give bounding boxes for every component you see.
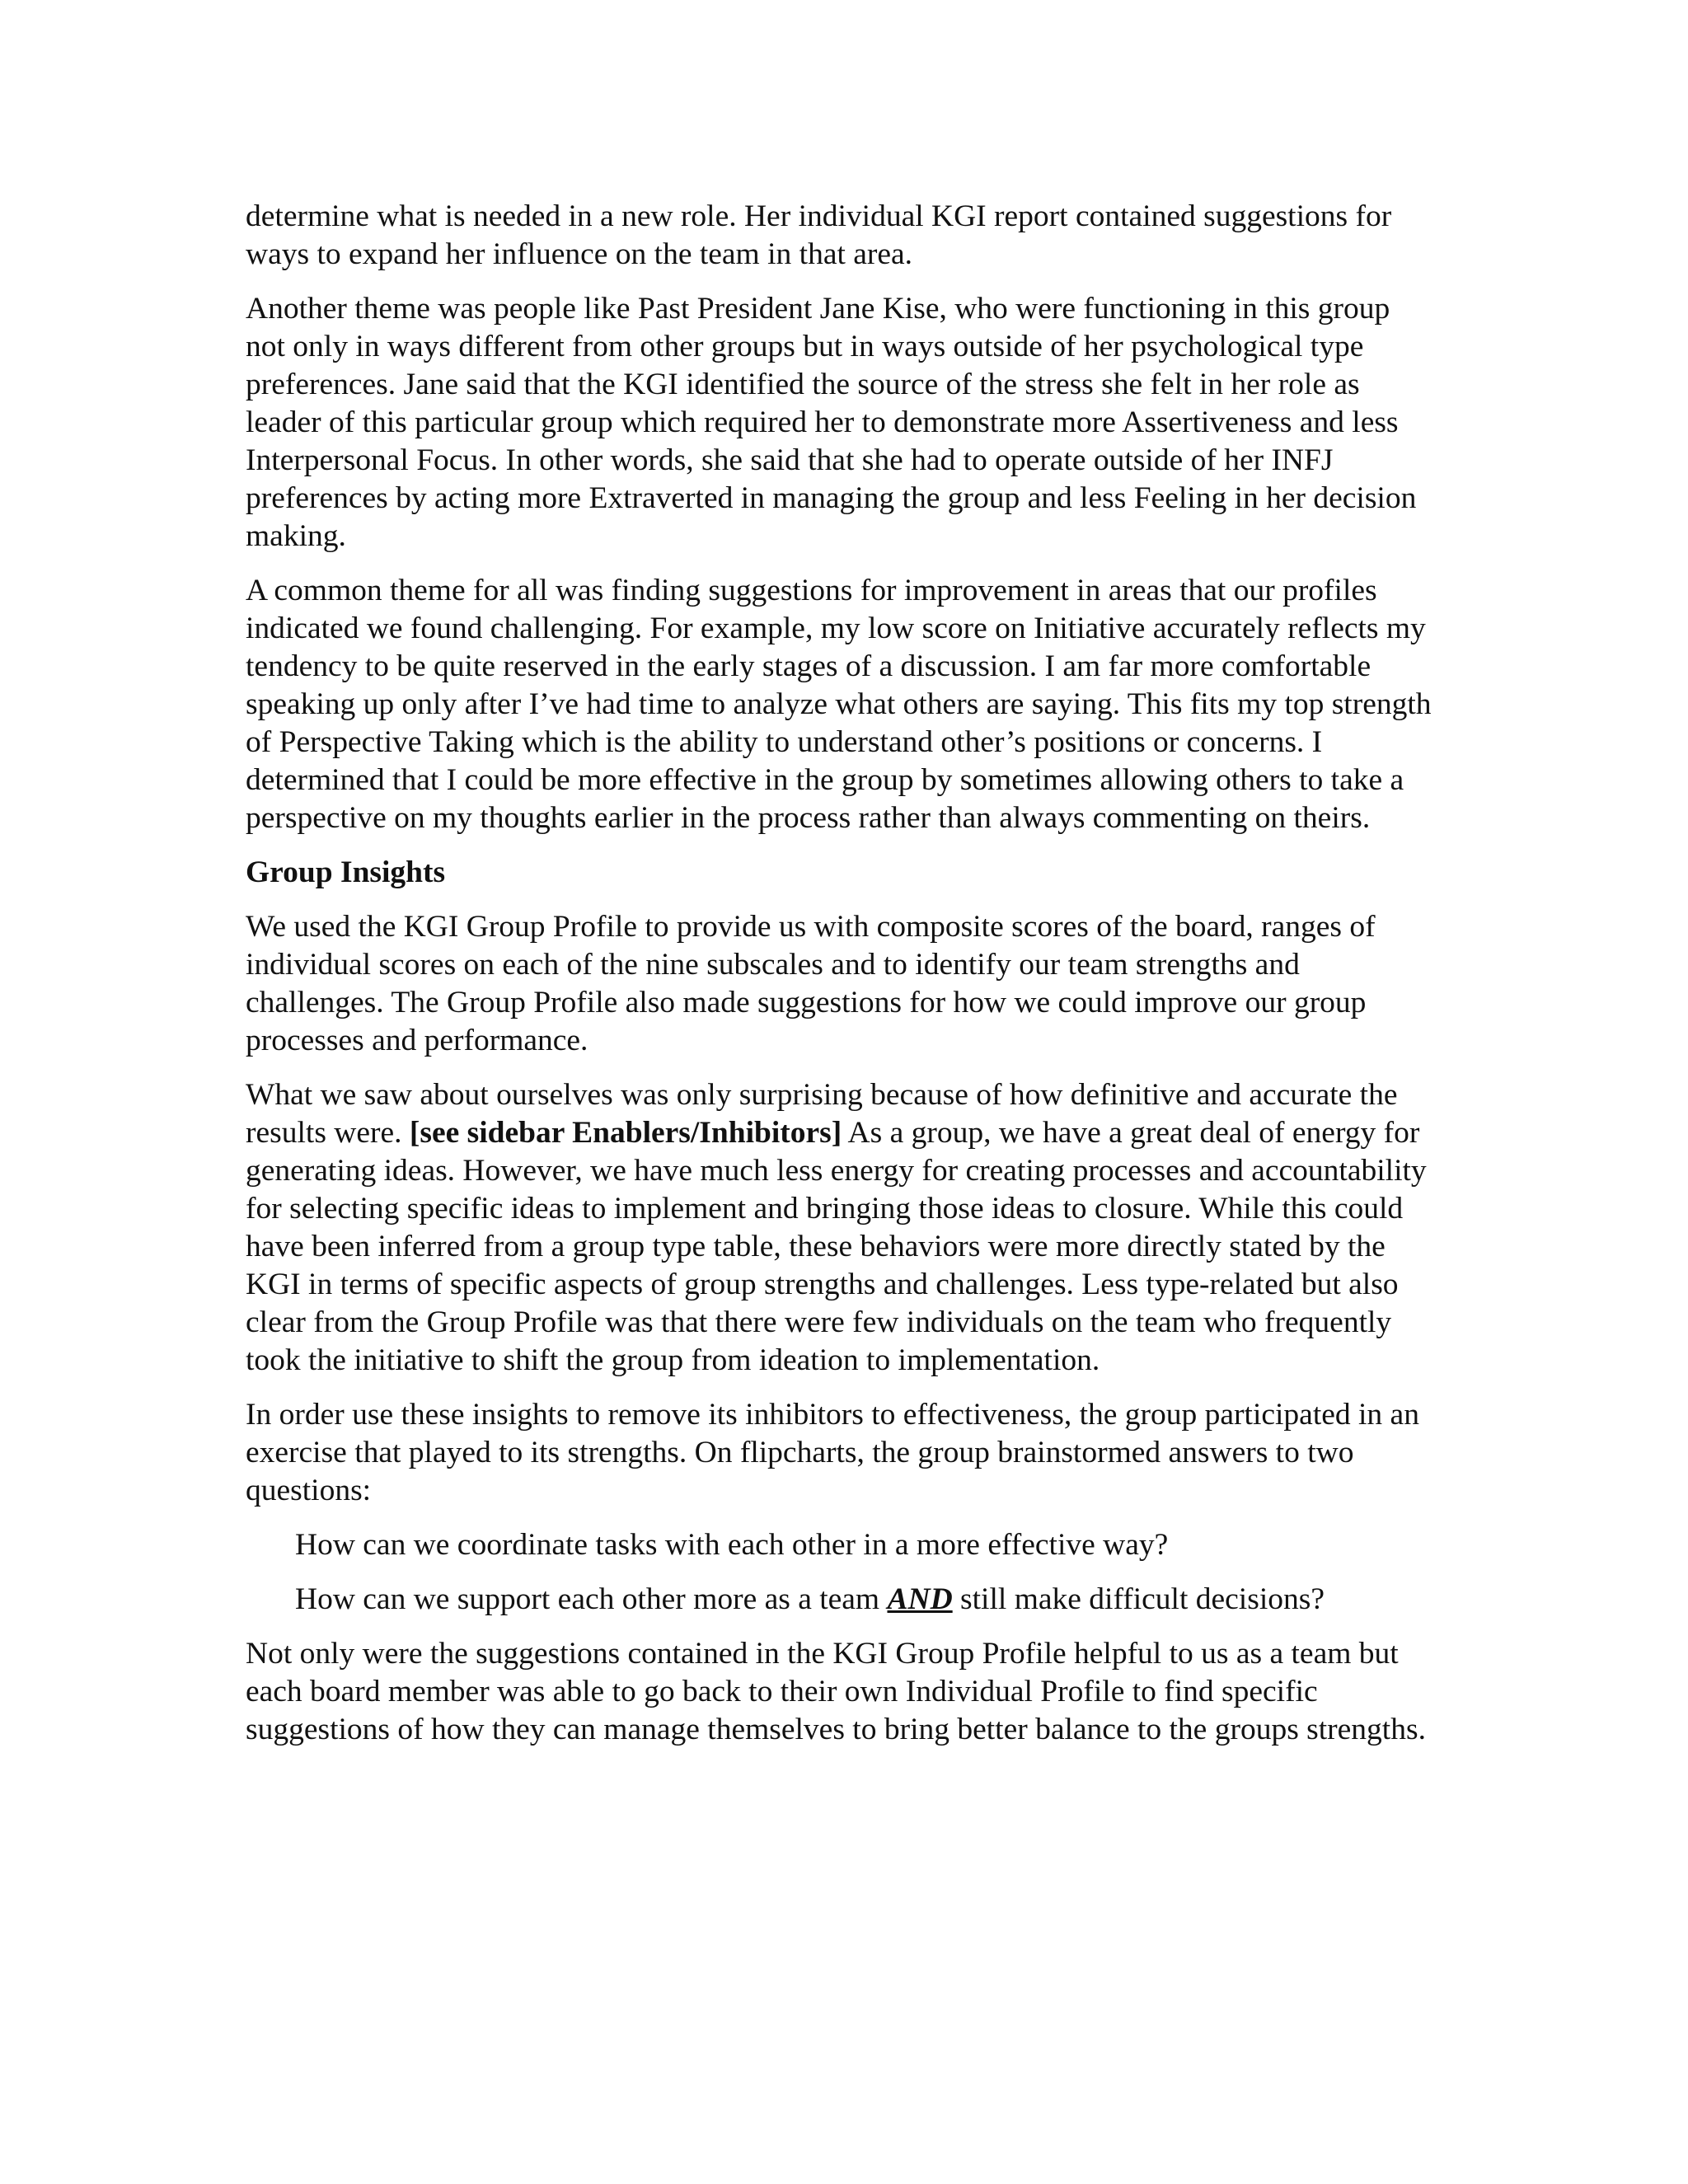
- sidebar-reference: [see sidebar Enablers/Inhibitors]: [409, 1116, 842, 1150]
- paragraph-what-we-saw: [246, 1076, 1432, 1380]
- question-support-emphasis: AND: [887, 1582, 953, 1616]
- paragraph-role-continuation: determine what is needed in a new role. Her individual KGI report contained suggestions for ways to expand her influence on the team in that area.: [246, 199, 1392, 271]
- paragraph-group-profile: We used the KGI Group Profile to provide us with composite scores of the board, ranges of individual scores on each of the nine subscales and to identify our team strengths and challenges. The Group Profile also made suggestions for how we could improve our group processes and performance.: [246, 910, 1376, 1057]
- paragraph-what-we-saw-end: As a group, we have a great deal of energy for generating ideas. However, we have much less energy for creating processes and accountability for selecting specific ideas to implement and bringing those ideas to closure. While this could have been inferred from a group type table, these behaviors were more directly stated by the KGI in terms of specific aspects of group strengths and challenges. Less type-related but also clear from the Group Profile was that there were few individuals on the team who frequently took the initiative to shift the group from ideation to implementation.: [246, 1116, 1427, 1377]
- document-page: [246, 198, 1432, 1765]
- paragraph-common-theme: A common theme for all was finding suggestions for improvement in areas that our profiles indicated we found challenging. For example, my low score on Initiative accurately reflects my tendency to be quite reserved in the early stages of a discussion. I am far more comfortable speaking up only after I’ve had time to analyze what others are saying. This fits my top strength of Perspective Taking which is the ability to understand other’s positions or concerns. I determined that I could be more effective in the group by sometimes allowing others to take a perspective on my thoughts earlier in the process rather than always commenting on theirs.: [246, 574, 1432, 835]
- paragraph-jane-kise-theme: Another theme was people like Past President Jane Kise, who were functioning in this group not only in ways different from other groups but in ways outside of her psychological type preferences. Jane said that the KGI identified the source of the stress she felt in her role as leader of this particular group which required her to demonstrate more Assertiveness and less Interpersonal Focus. In other words, she said that she had to operate outside of her INFJ preferences by acting more Extraverted in managing the group and less Feeling in her decision making.: [246, 292, 1417, 553]
- paragraph-exercise: In order use these insights to remove its inhibitors to effectiveness, the group participated in an exercise that played to its strengths. On flipcharts, the group brainstormed answers to two questions:: [246, 1398, 1419, 1507]
- paragraph-conclusion: Not only were the suggestions contained in the KGI Group Profile helpful to us as a team but each board member was able to go back to their own Individual Profile to find specific suggestions of how they can manage themselves to bring better balance to the groups strengths.: [246, 1637, 1426, 1746]
- question-coordinate-tasks: How can we coordinate tasks with each other in a more effective way?: [295, 1528, 1169, 1562]
- question-support-end: still make difficult decisions?: [952, 1582, 1325, 1616]
- paragraph-what-we-saw-start: What we saw about ourselves was only surprising because of how definitive and accurate the results were.: [246, 1078, 1398, 1150]
- question-support-each-other: [295, 1581, 1432, 1619]
- section-heading-group-insights: Group Insights: [246, 855, 446, 889]
- question-support-start: How can we support each other more as a team: [295, 1582, 888, 1616]
